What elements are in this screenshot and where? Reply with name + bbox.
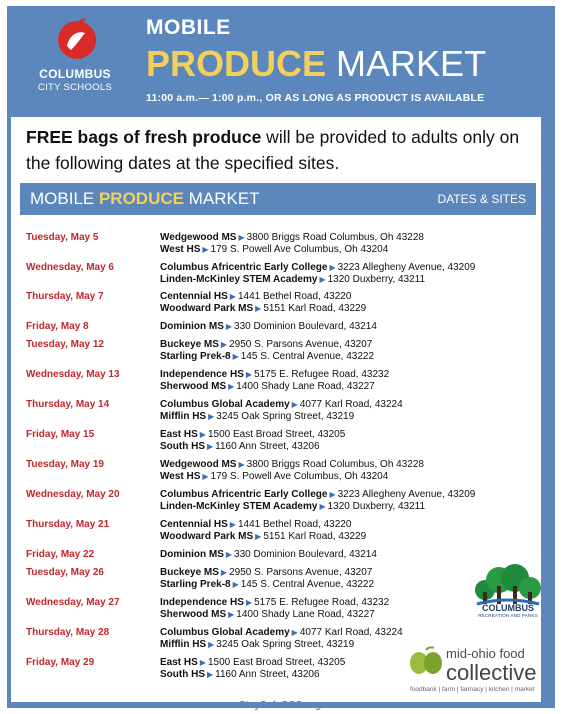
- schedule-date: Thursday, May 14: [26, 399, 110, 410]
- title-highlight: PRODUCE: [146, 43, 327, 84]
- site-name: Linden-McKinley STEM Academy: [160, 501, 318, 512]
- site-name: Sherwood MS: [160, 609, 227, 620]
- site-address: 1400 Shady Lane Road, 43227: [236, 381, 375, 392]
- site-address: 179 S. Powell Ave Columbus, Oh 43204: [210, 471, 389, 482]
- schedule-date: Friday, May 8: [26, 321, 89, 332]
- dates-sites-label: DATES & SITES: [437, 192, 526, 206]
- site-entry: [160, 339, 372, 351]
- rec-parks-sub: RECREATION AND PARKS: [478, 613, 538, 618]
- site-entry: [160, 232, 424, 244]
- leaf-logo-icon: [408, 646, 444, 676]
- site-address: 1160 Ann Street, 43206: [215, 669, 320, 680]
- site-entry: [160, 459, 424, 471]
- schedule-date: Thursday, May 21: [26, 519, 110, 530]
- site-name: Centennial HS: [160, 291, 228, 302]
- site-address: 3800 Briggs Road Columbus, Oh 43228: [246, 459, 424, 470]
- section-title-mobile: MOBILE: [30, 189, 99, 208]
- school-name-line1: COLUMBUS: [39, 67, 111, 81]
- section-title-highlight: PRODUCE: [98, 189, 184, 208]
- arrow-right-icon: ▶: [207, 670, 214, 679]
- page-title: [146, 44, 486, 84]
- schedule-date: Friday, May 29: [26, 657, 95, 668]
- site-name: Columbus Africentric Early College: [160, 262, 328, 273]
- site-name: Columbus Global Academy: [160, 627, 290, 638]
- site-entry: [160, 441, 320, 453]
- site-address: 4077 Karl Road, 43224: [299, 627, 403, 638]
- site-entry: [160, 657, 345, 669]
- site-address: 1441 Bethel Road, 43220: [237, 519, 352, 530]
- site-entry: [160, 579, 374, 591]
- schedule-date: Thursday, May 7: [26, 291, 104, 302]
- site-name: Dominion MS: [160, 549, 224, 560]
- arrow-right-icon: ▶: [238, 460, 245, 469]
- arrow-right-icon: ▶: [245, 598, 253, 607]
- site-address: 330 Dominion Boulevard, 43214: [234, 549, 377, 560]
- site-address: 1320 Duxberry, 43211: [327, 501, 426, 512]
- arrow-right-icon: ▶: [232, 580, 239, 589]
- site-entry: [160, 471, 388, 483]
- arrow-right-icon: ▶: [291, 400, 298, 409]
- site-address: 3800 Briggs Road Columbus, Oh 43228: [246, 232, 424, 243]
- title-mobile: MOBILE: [146, 16, 231, 39]
- arrow-right-icon: ▶: [199, 658, 206, 667]
- arrow-right-icon: ▶: [228, 382, 235, 391]
- footer-url[interactable]: StaySafeCCS.org: [238, 700, 322, 711]
- site-address: 3223 Allegheny Avenue, 43209: [337, 489, 476, 500]
- arrow-right-icon: ▶: [245, 370, 253, 379]
- site-name: West HS: [160, 471, 201, 482]
- arrow-right-icon: ▶: [232, 352, 239, 361]
- schedule-date: Tuesday, May 26: [26, 567, 104, 578]
- site-name: Buckeye MS: [160, 339, 219, 350]
- site-name: East HS: [160, 657, 198, 668]
- site-address: 1500 East Broad Street, 43205: [207, 429, 346, 440]
- intro-text: [26, 124, 536, 176]
- site-entry: [160, 669, 320, 681]
- site-name: Mifflin HS: [160, 639, 207, 650]
- arrow-right-icon: ▶: [329, 490, 336, 499]
- section-title: [30, 189, 260, 209]
- intro-bold: FREE bags of fresh produce: [26, 127, 262, 147]
- site-address: 2950 S. Parsons Avenue, 43207: [229, 567, 373, 578]
- mid-ohio-tagline: foodbank | farm | farmacy | kitchen | market: [410, 686, 535, 693]
- arrow-right-icon: ▶: [225, 322, 233, 331]
- site-name: Centennial HS: [160, 519, 228, 530]
- rec-parks-name: COLUMBUS: [482, 603, 534, 613]
- site-address: 3245 Oak Spring Street, 43219: [216, 639, 355, 650]
- site-entry: [160, 567, 372, 579]
- site-entry: [160, 274, 425, 286]
- arrow-right-icon: ▶: [199, 430, 206, 439]
- rec-parks-logo: [470, 603, 546, 618]
- site-entry: [160, 639, 354, 651]
- site-entry: [160, 597, 389, 609]
- arrow-right-icon: ▶: [229, 292, 236, 301]
- school-name-line2: CITY SCHOOLS: [37, 82, 113, 93]
- site-name: Starling Prek-8: [160, 351, 231, 362]
- site-entry: [160, 291, 351, 303]
- site-address: 5175 E. Refugee Road, 43232: [254, 369, 390, 380]
- arrow-right-icon: ▶: [207, 442, 214, 451]
- site-entry: [160, 429, 345, 441]
- site-entry: [160, 399, 403, 411]
- site-entry: [160, 351, 374, 363]
- site-address: 4077 Karl Road, 43224: [299, 399, 403, 410]
- arrow-right-icon: ▶: [228, 610, 235, 619]
- arrow-right-icon: ▶: [225, 550, 233, 559]
- hours-text: 11:00 a.m.— 1:00 p.m., OR AS LONG AS PRODUCT IS AVAILABLE: [146, 92, 485, 104]
- site-name: Woodward Park MS: [160, 531, 254, 542]
- schedule-date: Tuesday, May 12: [26, 339, 104, 350]
- arrow-right-icon: ▶: [220, 340, 228, 349]
- arrow-right-icon: ▶: [208, 412, 215, 421]
- arrow-right-icon: ▶: [202, 245, 209, 254]
- site-address: 330 Dominion Boulevard, 43214: [234, 321, 377, 332]
- site-name: Independence HS: [160, 597, 244, 608]
- section-header-bar: [20, 183, 536, 215]
- arrow-right-icon: ▶: [255, 532, 262, 541]
- site-address: 3223 Allegheny Avenue, 43209: [337, 262, 476, 273]
- arrow-right-icon: ▶: [238, 233, 245, 242]
- schedule-date: Tuesday, May 5: [26, 232, 99, 243]
- site-entry: [160, 531, 366, 543]
- schedule-date: Wednesday, May 27: [26, 597, 120, 608]
- schedule-date: Wednesday, May 6: [26, 262, 114, 273]
- site-address: 5175 E. Refugee Road, 43232: [254, 597, 390, 608]
- site-address: 1441 Bethel Road, 43220: [237, 291, 352, 302]
- site-address: 1160 Ann Street, 43206: [215, 441, 320, 452]
- site-entry: [160, 303, 366, 315]
- site-address: 145 S. Central Avenue, 43222: [240, 351, 375, 362]
- arrow-right-icon: ▶: [220, 568, 228, 577]
- site-entry: [160, 489, 475, 501]
- site-address: 1400 Shady Lane Road, 43227: [236, 609, 375, 620]
- arrow-right-icon: ▶: [319, 502, 326, 511]
- site-entry: [160, 321, 377, 333]
- site-address: 2950 S. Parsons Avenue, 43207: [229, 339, 373, 350]
- site-name: Wedgewood MS: [160, 459, 237, 470]
- site-address: 3245 Oak Spring Street, 43219: [216, 411, 355, 422]
- apple-logo-icon: [55, 16, 99, 60]
- section-title-market: MARKET: [183, 189, 260, 208]
- site-name: Linden-McKinley STEM Academy: [160, 274, 318, 285]
- mid-ohio-name-line2: collective: [446, 660, 537, 685]
- arrow-right-icon: ▶: [255, 304, 262, 313]
- site-address: 1320 Duxberry, 43211: [327, 274, 426, 285]
- site-name: Sherwood MS: [160, 381, 227, 392]
- site-address: 5151 Karl Road, 43229: [263, 531, 367, 542]
- site-name: South HS: [160, 441, 205, 452]
- site-name: West HS: [160, 244, 201, 255]
- site-entry: [160, 549, 377, 561]
- site-entry: [160, 609, 375, 621]
- arrow-right-icon: ▶: [208, 640, 215, 649]
- site-address: 145 S. Central Avenue, 43222: [240, 579, 375, 590]
- site-name: Buckeye MS: [160, 567, 219, 578]
- schedule-date: Thursday, May 28: [26, 627, 110, 638]
- site-name: Dominion MS: [160, 321, 224, 332]
- site-entry: [160, 244, 388, 256]
- intro-rest: will be provided to adults only on the following dates at the specified sites.: [26, 127, 520, 173]
- site-name: Woodward Park MS: [160, 303, 254, 314]
- arrow-right-icon: ▶: [319, 275, 326, 284]
- columbus-city-schools-logo: [20, 10, 130, 105]
- title-rest: MARKET: [336, 43, 487, 84]
- site-name: Independence HS: [160, 369, 244, 380]
- site-name: Columbus Africentric Early College: [160, 489, 328, 500]
- schedule-date: Wednesday, May 20: [26, 489, 120, 500]
- arrow-right-icon: ▶: [291, 628, 298, 637]
- mid-ohio-name-line1: mid-ohio food: [446, 646, 525, 661]
- site-entry: [160, 627, 403, 639]
- site-entry: [160, 519, 351, 531]
- site-entry: [160, 501, 425, 513]
- site-name: East HS: [160, 429, 198, 440]
- site-address: 5151 Karl Road, 43229: [263, 303, 367, 314]
- schedule-date: Wednesday, May 13: [26, 369, 120, 380]
- site-entry: [160, 381, 375, 393]
- site-address: 179 S. Powell Ave Columbus, Oh 43204: [210, 244, 389, 255]
- site-name: Starling Prek-8: [160, 579, 231, 590]
- site-address: 1500 East Broad Street, 43205: [207, 657, 346, 668]
- arrow-right-icon: ▶: [329, 263, 336, 272]
- site-entry: [160, 262, 475, 274]
- site-entry: [160, 411, 354, 423]
- site-name: Wedgewood MS: [160, 232, 237, 243]
- site-name: South HS: [160, 669, 205, 680]
- schedule-date: Friday, May 15: [26, 429, 95, 440]
- schedule-date: Tuesday, May 19: [26, 459, 104, 470]
- arrow-right-icon: ▶: [202, 472, 209, 481]
- site-entry: [160, 369, 389, 381]
- site-name: Columbus Global Academy: [160, 399, 290, 410]
- arrow-right-icon: ▶: [229, 520, 236, 529]
- site-name: Mifflin HS: [160, 411, 207, 422]
- schedule-date: Friday, May 22: [26, 549, 95, 560]
